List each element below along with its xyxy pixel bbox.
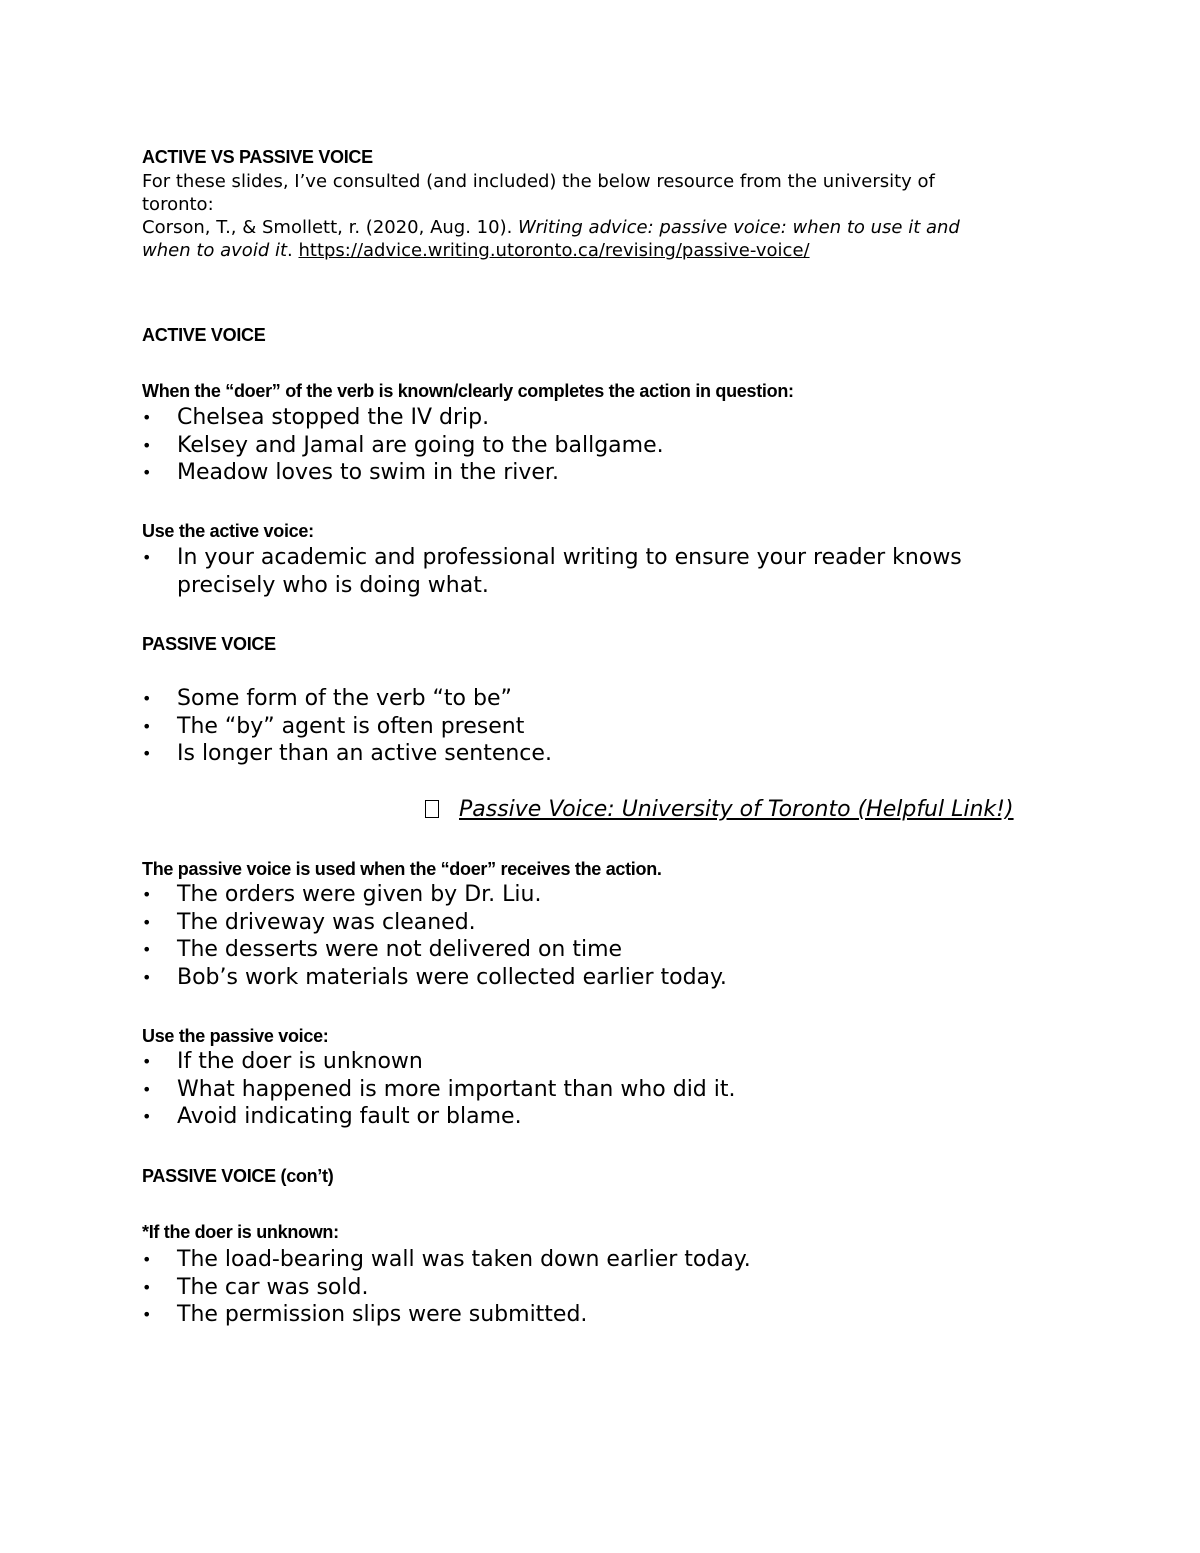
list-item: • If the doer is unknown	[142, 1049, 423, 1074]
bullet-icon: •	[142, 1277, 152, 1297]
passive-traits-list	[142, 685, 552, 768]
use-passive-list	[142, 1048, 736, 1131]
passive-cont-heading: PASSIVE VOICE (con’t)	[142, 1166, 334, 1186]
use-active-heading: Use the active voice:	[142, 521, 314, 541]
list-item: • The permission slips were submitted.	[142, 1302, 588, 1327]
passive-used-heading: The passive voice is used when the “doer” receives the action.	[142, 859, 662, 879]
intro-line-1: For these slides, I’ve consulted (and included) the below resource from the university of	[142, 171, 935, 192]
list-item: • The load-bearing wall was taken down earlier today.	[142, 1247, 751, 1272]
citation-title-part-1: Writing advice: passive voice: when to use it and	[518, 217, 960, 238]
list-item: • The “by” agent is often present	[142, 713, 525, 739]
citation-dot: .	[287, 240, 299, 261]
citation-line-2	[142, 239, 810, 262]
list-item: • The car was sold.	[142, 1274, 369, 1300]
use-active-list	[142, 544, 962, 599]
document-title: ACTIVE VS PASSIVE VOICE	[142, 147, 373, 167]
bullet-icon: •	[142, 912, 152, 932]
bullet-icon: •	[142, 1079, 152, 1099]
use-passive-heading: Use the passive voice:	[142, 1026, 329, 1046]
citation-authors: Corson, T., & Smollett, r. (2020, Aug. 10).	[142, 217, 519, 238]
list-item: • Avoid indicating fault or blame.	[142, 1104, 522, 1129]
bullet-icon: •	[142, 1107, 152, 1126]
passive-cont-examples-list	[142, 1246, 751, 1329]
list-item: • The driveway was cleaned.	[142, 909, 476, 935]
citation-url-link[interactable]: https://advice.writing.utoronto.ca/revising/passive-voice/	[298, 240, 810, 261]
bullet-icon: •	[142, 967, 152, 987]
bullet-icon: •	[142, 716, 152, 736]
bullet-icon: •	[142, 435, 152, 455]
passive-examples-list	[142, 881, 727, 991]
bullet-icon: •	[142, 744, 152, 763]
bullet-icon: •	[142, 1305, 152, 1324]
bullet-icon: •	[142, 885, 152, 904]
list-item: • What happened is more important than who did it.	[142, 1076, 736, 1102]
bullet-icon: •	[142, 689, 152, 708]
passive-cont-subheading: *If the doer is unknown:	[142, 1222, 339, 1242]
list-item: • In your academic and professional writing to ensure your reader knows	[142, 545, 962, 570]
passive-voice-helpful-link[interactable]: Passive Voice: University of Toronto (Helpful Link!)	[459, 797, 1014, 822]
bullet-icon: •	[142, 463, 152, 482]
list-item-continuation: precisely who is doing what.	[177, 572, 489, 598]
list-item: • Some form of the verb “to be”	[142, 686, 512, 711]
list-item: • Kelsey and Jamal are going to the ballgame.	[142, 432, 664, 458]
list-item: • The desserts were not delivered on time	[142, 937, 623, 962]
bullet-icon: •	[142, 1250, 152, 1269]
citation-line-1	[142, 216, 960, 239]
bullet-icon: •	[142, 548, 152, 567]
bullet-icon: •	[142, 940, 152, 959]
list-item: • Is longer than an active sentence.	[142, 741, 552, 766]
intro-line-2: toronto:	[142, 194, 214, 215]
citation-title-part-2: when to avoid it	[142, 240, 288, 261]
arrow-icon	[425, 800, 439, 818]
bullet-icon: •	[142, 1052, 152, 1071]
passive-voice-heading: PASSIVE VOICE	[142, 634, 276, 654]
list-item: • Chelsea stopped the IV drip.	[142, 405, 490, 430]
list-item: • Bob’s work materials were collected earlier today.	[142, 964, 727, 990]
active-voice-heading: ACTIVE VOICE	[142, 325, 266, 345]
active-examples-list	[142, 404, 664, 487]
list-item: • The orders were given by Dr. Liu.	[142, 882, 542, 907]
helpful-link-row	[425, 796, 1014, 823]
list-item: • Meadow loves to swim in the river.	[142, 460, 559, 485]
active-voice-subheading: When the “doer” of the verb is known/clearly completes the action in question:	[142, 381, 794, 401]
bullet-icon: •	[142, 408, 152, 427]
